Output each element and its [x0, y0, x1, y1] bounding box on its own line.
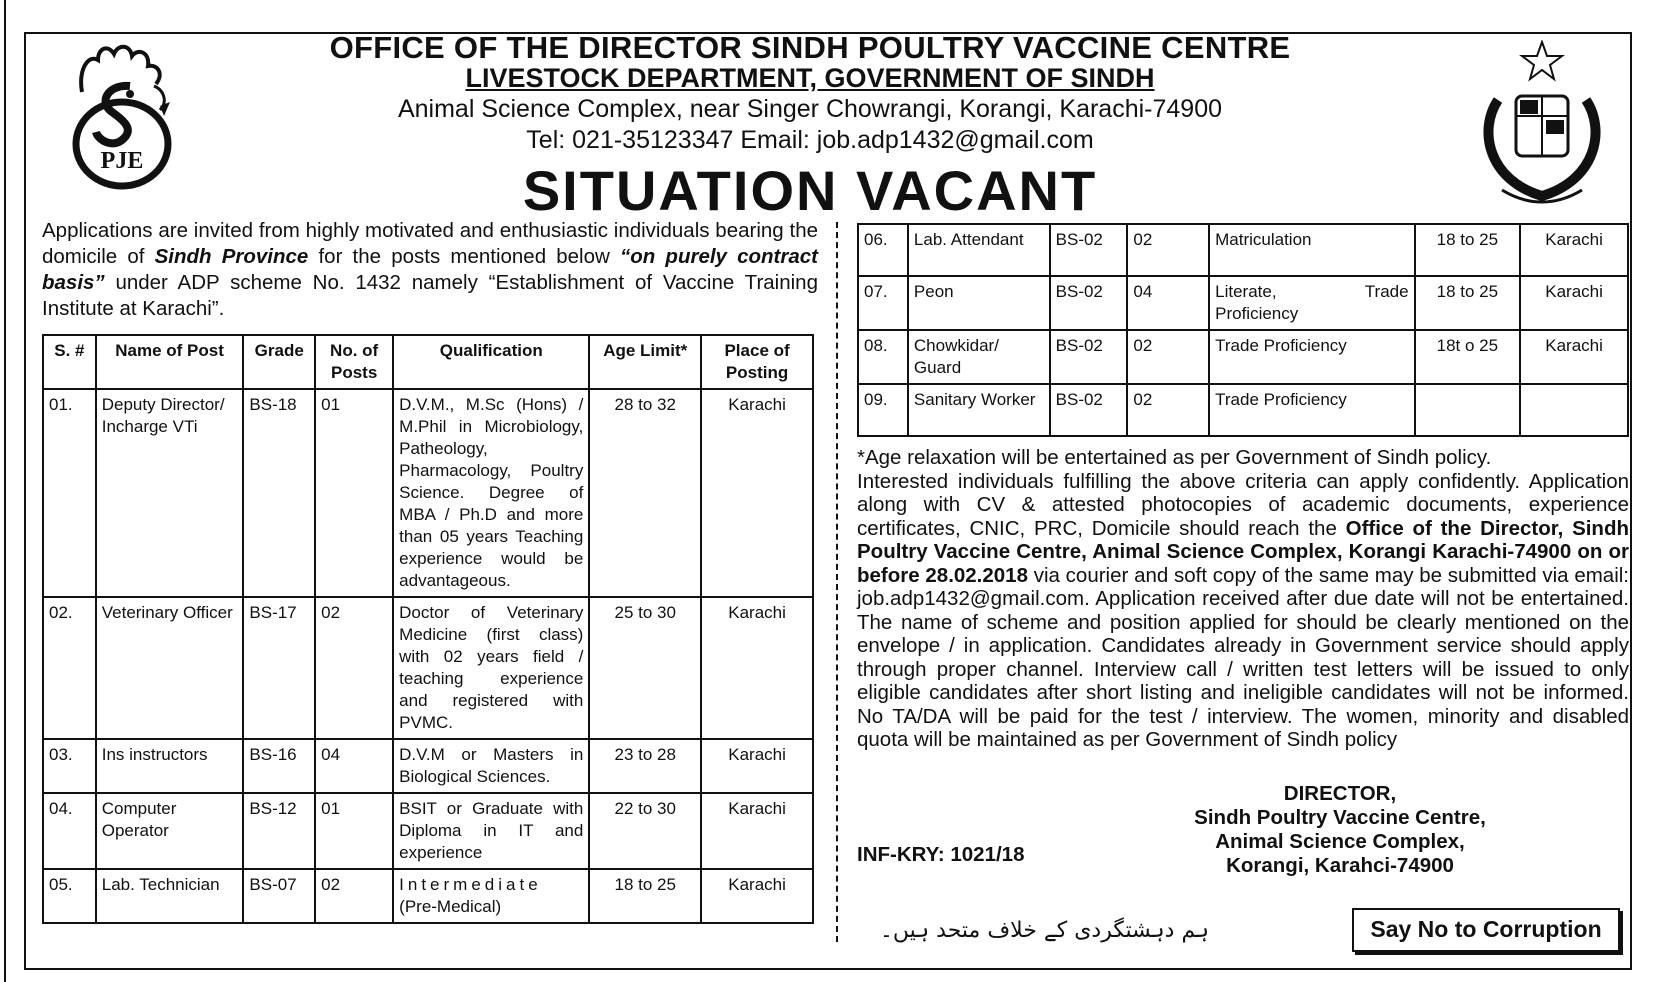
age-relaxation-note: *Age relaxation will be entertained as per Government of Sindh policy. [857, 446, 1492, 469]
cell-posts: 02 [1127, 384, 1209, 436]
office-address: Animal Science Complex, near Singer Chowrangi, Korangi, Karachi-74900 [397, 95, 1223, 123]
cell-sno: 02. [43, 597, 96, 739]
cell-posts: 04 [1127, 276, 1209, 330]
office-contact: Tel: 021-35123347 Email: job.adp1432@gmail.com [526, 126, 1094, 154]
col-header-sno: S. # [43, 335, 96, 389]
vacancy-table-left [42, 334, 814, 924]
cell-place: Karachi [701, 869, 813, 923]
office-title: OFFICE OF THE DIRECTOR SINDH POULTRY VACCINE CENTRE [329, 30, 1291, 65]
table-row [858, 330, 1628, 384]
col-header-posts: No. of Posts [315, 335, 393, 389]
application-instructions: *Age relaxation will be entertained as per Government of Sindh policy. Interested individuals fulfilling the above criteria can apply confidently. Application along with CV & attested photocopies of academic documents, experience certificates, CNIC, PRC, Domicile should reach the Office of the Director, Sindh Poultry Vaccine Centre, Animal Science Complex, Korangi Karachi-74900 on or before 28.02.2018 via courier and soft copy of the same may be submitted via email: job.adp1432@gmail.com. Application received after due date will not be entertained. The name of scheme and position applied for should be clearly mentioned on the envelope / in application. Candidates already in Government service should apply through proper channel. Interview call / written test letters will be issued to only eligible candidates after short listing and ineligible candidates will not be informed. No TA/DA will be paid for the test / interview. The women, minority and disabled quota will be maintained as per Government of Sindh policy [857, 446, 1629, 751]
cell-age: 28 to 32 [589, 389, 701, 597]
cell-posts: 02 [1127, 330, 1209, 384]
sindh-government-emblem-icon [1468, 40, 1628, 208]
urdu-slogan: ہم دہشتگردی کے خلاف متحد ہیں۔ [880, 918, 1209, 943]
cell-grade: BS-02 [1050, 224, 1128, 276]
signatory-title: DIRECTOR, [1283, 782, 1397, 805]
qualification-stream: (Pre-Medical) [399, 897, 502, 916]
col-header-qualification: Qualification [393, 335, 589, 389]
rooster-logo-icon [68, 40, 174, 190]
cell-post: Lab. Technician [96, 869, 244, 923]
cell-post: Lab. Attendant [908, 224, 1050, 276]
submission-address-deadline: Office of the Director, Sindh Poultry Vaccine Centre, Animal Science Complex, Korangi Karachi-74900 on or before 28.02.2018 [857, 516, 1629, 587]
cell-posts: 02 [1127, 224, 1209, 276]
cell-qualification: Trade Proficiency [1209, 384, 1414, 436]
cell-sno: 05. [43, 869, 96, 923]
signatory-complex: Animal Science Complex, [1215, 830, 1465, 853]
table-header-row [43, 335, 813, 389]
cell-qualification: BSIT or Graduate with Diploma in IT and experience [393, 793, 589, 869]
cell-place: Karachi [1520, 330, 1628, 384]
intro-paragraph: Applications are invited from highly motivated and enthusiastic individuals bearing the domicile of Sindh Province for the posts mentioned below “on purely contract basis” under ADP scheme No. 1432 namely “Establishment of Vaccine Training Institute at Karachi”. [42, 219, 818, 320]
table-row [43, 793, 813, 869]
cell-post: Veterinary Officer [96, 597, 244, 739]
cell-grade: BS-16 [243, 739, 315, 793]
cell-post: Chowkidar/ Guard [908, 330, 1050, 384]
cell-age [1415, 384, 1521, 436]
table-row [858, 276, 1628, 330]
cell-sno: 08. [858, 330, 908, 384]
cell-posts: 02 [315, 869, 393, 923]
cell-age: 18 to 25 [1415, 276, 1521, 330]
cell-qualification: Matriculation [1209, 224, 1414, 276]
page-title: SITUATION VACANT [522, 159, 1098, 222]
signatory-city: Korangi, Karahci-74900 [1226, 854, 1454, 877]
table-row [43, 869, 813, 923]
cell-grade: BS-02 [1050, 276, 1128, 330]
anti-corruption-badge: Say No to Corruption [1352, 908, 1620, 952]
cell-grade: BS-02 [1050, 330, 1128, 384]
vacancy-table-right [857, 223, 1629, 437]
cell-qualification: Doctor of Veterinary Medicine (first class) with 02 years field / teaching experience and registered with PVMC. [393, 597, 589, 739]
cell-grade: BS-18 [243, 389, 315, 597]
cell-age: 18 to 25 [1415, 224, 1521, 276]
department-title: LIVESTOCK DEPARTMENT, GOVERNMENT OF SINDH [465, 63, 1155, 93]
cell-age: 23 to 28 [589, 739, 701, 793]
table-row [858, 224, 1628, 276]
col-header-grade: Grade [243, 335, 315, 389]
cell-posts: 01 [315, 793, 393, 869]
table-row [43, 389, 813, 597]
logo-initials: PJE [100, 148, 144, 174]
cell-age: 18 to 25 [589, 869, 701, 923]
cell-post: Ins instructors [96, 739, 244, 793]
cell-place [1520, 384, 1628, 436]
domicile-province: Sindh Province [154, 245, 309, 268]
cell-age: 22 to 30 [589, 793, 701, 869]
contract-basis: “on purely contract basis” [42, 245, 818, 294]
page-edge-line [4, 0, 6, 982]
ad-reference-number: INF-KRY: 1021/18 [857, 843, 1025, 866]
table-row [858, 384, 1628, 436]
cell-age: 18t o 25 [1415, 330, 1521, 384]
cell-place: Karachi [1520, 276, 1628, 330]
cell-place: Karachi [1520, 224, 1628, 276]
cell-place: Karachi [701, 739, 813, 793]
qualification-level: Intermediate [399, 875, 542, 894]
cell-age: 25 to 30 [589, 597, 701, 739]
signatory-office: Sindh Poultry Vaccine Centre, [1194, 806, 1486, 829]
cell-sno: 03. [43, 739, 96, 793]
cell-sno: 09. [858, 384, 908, 436]
cell-post: Deputy Director/ Incharge VTi [96, 389, 244, 597]
cell-posts: 04 [315, 739, 393, 793]
cell-grade: BS-12 [243, 793, 315, 869]
cell-qualification [393, 869, 589, 923]
cell-place: Karachi [701, 597, 813, 739]
cell-posts: 01 [315, 389, 393, 597]
cell-post: Sanitary Worker [908, 384, 1050, 436]
cell-qualification: Literate, Trade Proficiency [1209, 276, 1414, 330]
cell-post: Computer Operator [96, 793, 244, 869]
cell-grade: BS-17 [243, 597, 315, 739]
cell-sno: 06. [858, 224, 908, 276]
cell-qualification: Trade Proficiency [1209, 330, 1414, 384]
cell-grade: BS-07 [243, 869, 315, 923]
table-row [43, 739, 813, 793]
cell-place: Karachi [701, 793, 813, 869]
col-header-place: Place of Posting [701, 335, 813, 389]
col-header-name: Name of Post [96, 335, 244, 389]
cell-sno: 01. [43, 389, 96, 597]
cell-sno: 04. [43, 793, 96, 869]
cell-qualification: D.V.M., M.Sc (Hons) / M.Phil in Microbiology, Patheology, Pharmacology, Poultry Science. Degree of MBA / Ph.D and more than 05 years Teaching experience would be advantageous. [393, 389, 589, 597]
signature-block [1150, 782, 1530, 878]
cell-post: Peon [908, 276, 1050, 330]
cell-sno: 07. [858, 276, 908, 330]
cell-grade: BS-02 [1050, 384, 1128, 436]
cell-place: Karachi [701, 389, 813, 597]
cell-posts: 02 [315, 597, 393, 739]
column-divider [836, 222, 838, 942]
table-row [43, 597, 813, 739]
cell-qualification: D.V.M or Masters in Biological Sciences. [393, 739, 589, 793]
col-header-age: Age Limit* [589, 335, 701, 389]
